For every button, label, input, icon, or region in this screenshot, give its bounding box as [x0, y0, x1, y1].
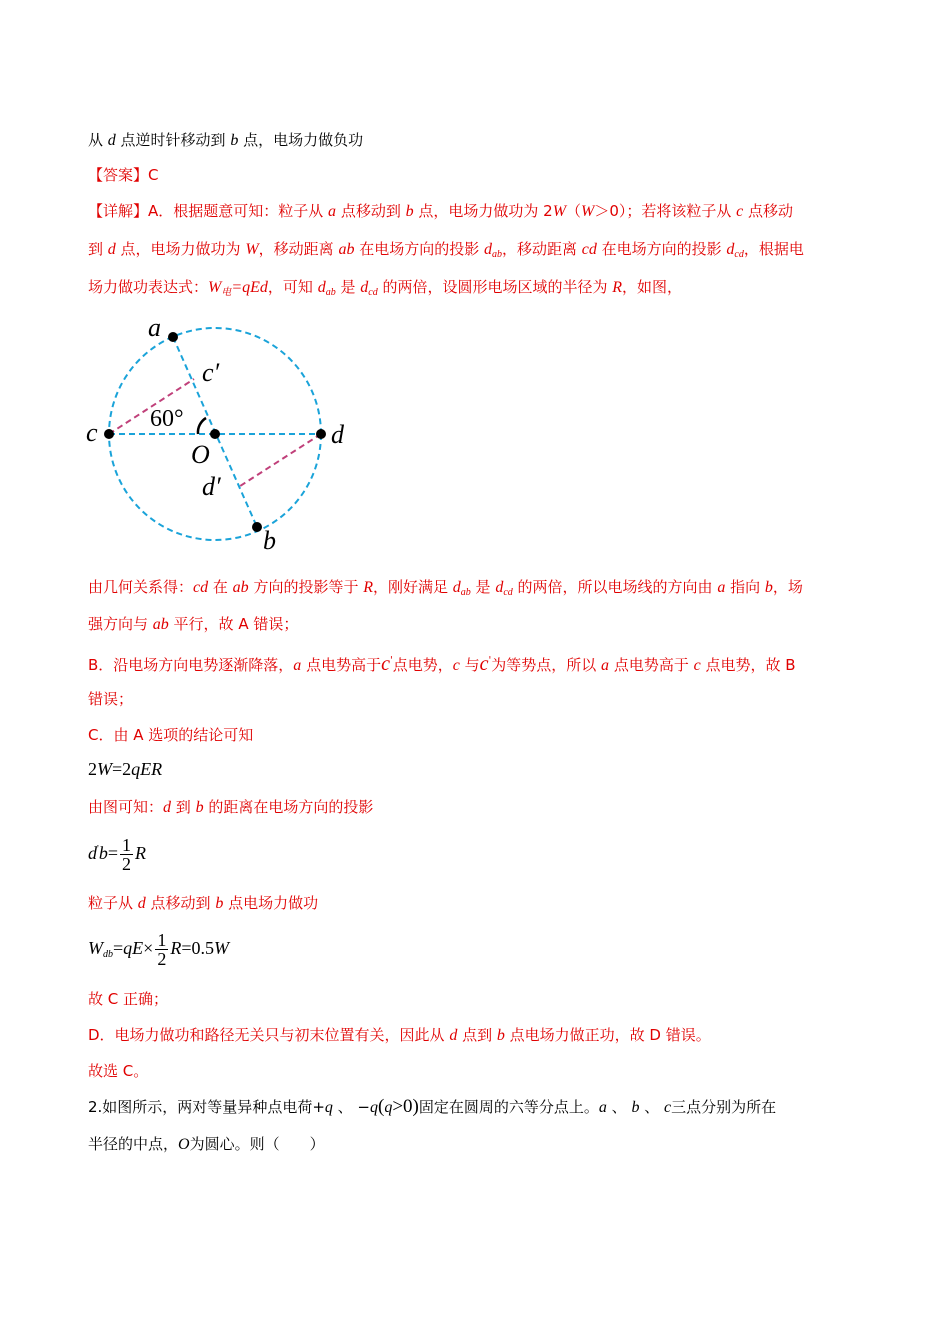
t: 点，电场力做功为 — [115, 240, 246, 258]
v: W — [552, 203, 567, 220]
fraction — [155, 931, 168, 968]
t: 点，电场力做负功 — [238, 131, 364, 149]
t: ，移动距离 — [501, 240, 582, 258]
m: d — [88, 843, 97, 863]
t: 点电场力做正功，故 D 错误。 — [504, 1026, 711, 1044]
label-c: c — [86, 418, 98, 447]
projection-d — [237, 434, 321, 488]
t: 强方向与 — [88, 615, 153, 633]
t: >0) — [392, 1096, 419, 1117]
sub: cd — [503, 587, 513, 598]
answer-value: C — [148, 166, 159, 184]
v: b — [405, 203, 414, 220]
var-b: b — [230, 132, 239, 149]
m: ' — [97, 844, 99, 855]
t: 的距离在电场方向的投影 — [203, 798, 374, 816]
detail-line-8 — [88, 988, 168, 1010]
label-a: a — [148, 313, 161, 342]
m: b — [98, 843, 108, 863]
v: c — [736, 203, 744, 220]
t: 在 — [208, 578, 233, 596]
v: d — [137, 895, 146, 912]
v: ab — [152, 616, 169, 633]
t: 点移动到 — [145, 894, 216, 912]
v: d — [726, 241, 735, 258]
v: b — [496, 1027, 505, 1044]
t: ，如图， — [622, 278, 683, 296]
detail-tag: 【详解】 — [88, 202, 149, 220]
t: 由几何关系得： — [88, 578, 194, 596]
t: 为圆心。则（ ） — [189, 1135, 325, 1153]
equation-3 — [88, 928, 229, 975]
t: 、 — [639, 1098, 664, 1116]
t: ，场 — [772, 578, 803, 596]
t: 点电势，故 B — [700, 656, 796, 674]
detail-line-1 — [88, 200, 793, 223]
m: db — [103, 949, 113, 960]
v: d — [483, 241, 492, 258]
t: 从 — [88, 131, 108, 149]
t: 在电场方向的投影 — [596, 240, 727, 258]
sub: 电 — [221, 287, 232, 298]
m: × — [143, 938, 154, 958]
sub: ab — [325, 287, 336, 298]
numerator: 1 — [121, 835, 131, 856]
t: 点电势高于 — [609, 656, 694, 674]
t: 故选 C。 — [88, 1062, 149, 1080]
v: c — [479, 653, 489, 675]
v: d — [163, 799, 172, 816]
detail-line-2 — [88, 238, 804, 266]
t: 在电场方向的投影 — [354, 240, 484, 258]
v: a — [598, 1099, 607, 1116]
v: c — [663, 1099, 672, 1116]
t: ，根据电 — [743, 240, 804, 258]
v: cd — [581, 241, 597, 258]
equation-2 — [88, 832, 146, 873]
v: q — [370, 1099, 378, 1116]
answer-tag: 【答案】 — [88, 166, 149, 184]
answer-line — [88, 164, 159, 186]
v: d — [107, 241, 116, 258]
t: 到 — [88, 240, 108, 258]
v: =qEd — [231, 279, 268, 296]
detail-line-7 — [88, 892, 318, 915]
m: W — [97, 759, 112, 779]
v: R — [363, 579, 373, 596]
final-choice-line — [88, 1060, 148, 1082]
option-b-line — [88, 650, 796, 677]
point-c — [104, 429, 114, 439]
label-b: b — [263, 526, 276, 555]
t: 点到 — [457, 1026, 497, 1044]
v: cd — [193, 579, 209, 596]
v: ab — [232, 579, 249, 596]
v: d — [495, 579, 504, 596]
label-O: O — [191, 440, 210, 469]
v: W — [245, 241, 259, 258]
t: 方向的投影等于 — [248, 578, 364, 596]
sub: cd — [368, 287, 378, 298]
t: （ — [566, 202, 582, 220]
option-d-line — [88, 1024, 711, 1047]
m: R — [170, 938, 182, 958]
sub: ab — [460, 587, 471, 598]
t: ，移动距离 — [258, 240, 339, 258]
v: a — [717, 579, 726, 596]
v: b — [215, 895, 224, 912]
sup: ' — [389, 655, 393, 666]
t: 点，电场力做功为 2 — [413, 202, 553, 220]
detail-line-6 — [88, 796, 373, 819]
t: 的两倍，设圆形电场区域的半径为 — [377, 278, 613, 296]
m: 2 — [88, 759, 97, 779]
sub: ab — [491, 249, 502, 260]
t: 由图可知： — [88, 798, 164, 816]
m: qE — [123, 938, 144, 958]
fraction — [120, 836, 133, 873]
m: W — [88, 938, 103, 958]
label-angle: 60° — [150, 406, 184, 432]
t: 、 − — [332, 1098, 370, 1116]
m: =2 — [112, 759, 132, 779]
t: 点移动到 — [336, 202, 406, 220]
question-2-line-1 — [88, 1096, 776, 1119]
t: 错误； — [88, 690, 134, 708]
t: 场力做功表达式： — [88, 278, 209, 296]
t: 点电势高于 — [301, 656, 382, 674]
v: q — [384, 1099, 393, 1116]
t: 2.如图所示，两对等量异种点电荷+ — [88, 1098, 325, 1116]
denominator: 2 — [157, 949, 167, 970]
t: ，可知 — [267, 278, 318, 296]
v: O — [178, 1136, 190, 1153]
option-b-line-2 — [88, 688, 133, 710]
m: R — [134, 843, 146, 863]
point-b — [252, 522, 262, 532]
label-d-prime: d′ — [202, 472, 221, 501]
t: 三点分别为所在 — [671, 1098, 777, 1116]
v: q — [324, 1099, 333, 1116]
label-c-prime: c′ — [202, 358, 220, 387]
v: R — [612, 279, 623, 296]
t: 、 — [606, 1098, 632, 1116]
denominator: 2 — [121, 854, 131, 875]
t: 为等势点，所以 — [491, 656, 602, 674]
detail-line-3 — [88, 276, 682, 304]
v: a — [601, 657, 610, 674]
detail-line-5 — [88, 613, 298, 636]
var-d: d — [107, 132, 116, 149]
v: W — [581, 203, 595, 220]
t: C．由 A 选项的结论可知 — [88, 726, 254, 744]
t: D．电场力做功和路径无关只与初末位置有关，因此从 — [88, 1026, 450, 1044]
m: W — [213, 938, 229, 958]
v: ab — [338, 241, 355, 258]
point-a — [168, 332, 178, 342]
t: 与 — [459, 656, 480, 674]
v: W — [208, 279, 222, 296]
m: qER — [131, 759, 163, 779]
t: 点电势， — [392, 656, 453, 674]
v: d — [317, 279, 326, 296]
t: ＞0）；若将该粒子从 — [594, 202, 737, 220]
t: 点电场力做功 — [223, 894, 319, 912]
t: 粒子从 — [88, 894, 138, 912]
t: 平行，故 A 错误； — [168, 615, 299, 633]
m: =0.5 — [181, 938, 214, 958]
t: 是 — [470, 578, 496, 596]
t: 点逆时针移动到 — [115, 131, 231, 149]
text-line-1 — [88, 129, 363, 152]
point-d — [316, 429, 326, 439]
m: = — [107, 843, 118, 863]
v: a — [328, 203, 337, 220]
m: = — [113, 938, 124, 958]
t: B．沿电场方向电势逐渐降落， — [88, 656, 294, 674]
v: c — [381, 653, 390, 675]
v: b — [631, 1099, 640, 1116]
equation-1 — [88, 758, 162, 780]
sub: cd — [734, 249, 744, 260]
t: ( — [378, 1096, 385, 1117]
v: c — [452, 657, 460, 674]
v: b — [195, 799, 204, 816]
numerator: 1 — [157, 930, 167, 951]
v: d — [452, 579, 461, 596]
t: 故 C 正确； — [88, 990, 169, 1008]
v: b — [764, 579, 773, 596]
t: 点移动 — [743, 202, 794, 220]
label-d: d — [331, 420, 344, 449]
t: 半径的中点， — [88, 1135, 179, 1153]
question-2-line-2 — [88, 1133, 325, 1156]
v: a — [293, 657, 302, 674]
t: 指向 — [725, 578, 765, 596]
t: 的两倍，所以电场线的方向由 — [512, 578, 718, 596]
circle-field-diagram — [80, 312, 370, 557]
option-c-line — [88, 724, 253, 746]
v: d — [449, 1027, 458, 1044]
t: A．根据题意可知：粒子从 — [148, 202, 329, 220]
v: d — [360, 279, 369, 296]
sup: ' — [488, 655, 492, 666]
angle-arc — [198, 418, 206, 434]
t: 是 — [335, 278, 361, 296]
v: c — [693, 657, 701, 674]
t: 固定在圆周的六等分点上。 — [418, 1098, 599, 1116]
detail-line-4 — [88, 576, 803, 604]
point-O — [210, 429, 220, 439]
t: 到 — [171, 798, 196, 816]
t: ，刚好满足 — [373, 578, 453, 596]
